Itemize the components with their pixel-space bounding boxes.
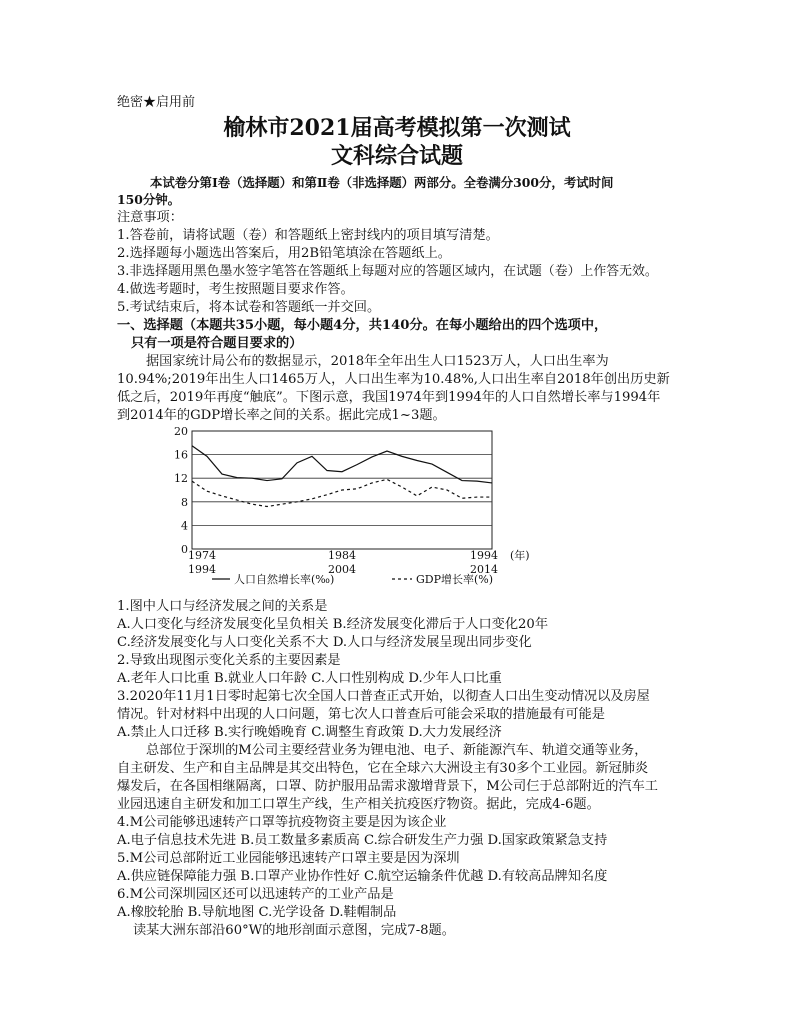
section-heading-1: 一、选择题（本题共35小题，每小题4分，共140分。在每小题给出的四个选项中， <box>117 318 608 333</box>
passage-line: 自主研发、生产和自主品牌是其交出特色，它在全球六大洲设主有30多个工业园。新冠肺炎 <box>117 761 649 776</box>
note-item: 1.答卷前，请将试题（卷）和答题纸上密封线内的项目填写清楚。 <box>117 228 499 243</box>
passage-line: 爆发后，在各国相继隔离，口罩、防护服用品需求激增背景下，M公司仨于总部附近的汽车工 <box>117 779 658 794</box>
question-line: 6.M公司深圳园区还可以迅速转产的工业产品是 <box>117 887 394 902</box>
y-tick-label: 12 <box>174 472 188 486</box>
exam-subtitle: 文科综合试题 <box>330 143 463 169</box>
y-tick-label: 8 <box>181 495 188 509</box>
question-line: A.供应链保障能力强 B.口罩产业协作性好 C.航空运输条件优越 D.有较高品牌知名度 <box>117 869 608 884</box>
x-axis-ticks <box>188 548 530 576</box>
section-heading-2: 只有一项是符合题目要求的） <box>131 336 303 351</box>
passage-line: 10.94%;2019年出生人口1465万人，人口出生率为10.48%,人口出生率自2018年创出历史新 <box>117 372 670 387</box>
series-line <box>192 446 492 483</box>
note-item: 5.考试结束后，将本试卷和答题纸一并交回。 <box>117 300 381 315</box>
notes-heading: 注意事项： <box>117 210 183 225</box>
passage-line: 读某大洲东部沿60°W的地形剖面示意图，完成7-8题。 <box>133 923 455 938</box>
y-tick-label: 0 <box>181 543 188 556</box>
passage-line: 业园迅速自主研发和加工口罩生产线，生产相关抗疫医疗物资。据此，完成4-6题。 <box>117 797 600 812</box>
y-axis-ticks <box>174 426 188 556</box>
x-tick-label-top: 1974 <box>188 549 216 562</box>
y-tick-label: 4 <box>181 519 188 533</box>
question-line: 情况。针对材料中出现的人口问题，第七次人口普查后可能会采取的措施最有可能是 <box>117 707 605 722</box>
question-line: A.电子信息技术先进 B.员工数量多素质高 C.综合研发生产力强 D.国家政策紧急支持 <box>117 833 608 848</box>
x-tick-label-bottom: 1994 <box>188 563 216 576</box>
question-line: 2.导致出现图示变化关系的主要因素是 <box>117 653 341 668</box>
x-tick-label-top: 1984 <box>328 549 356 562</box>
question-line: 3.2020年11月1日零时起第七次全国人口普查正式开始，以彻查人口出生变动情况以及房屋 <box>117 689 650 704</box>
question-line: 4.M公司能够迅速转产口罩等抗疫物资主要是因为该企业 <box>117 815 447 830</box>
exam-title: 榆林市2021届高考模拟第一次测试 <box>223 115 571 141</box>
passage-line: 到2014年的GDP增长率之间的关系。据此完成1~3题。 <box>117 408 446 423</box>
question-line: A.橡胶轮胎 B.导航地图 C.光学设备 D.鞋帽制品 <box>117 905 397 920</box>
x-tick-label-bottom: 2004 <box>328 563 356 576</box>
x-tick-label-top: 1994 <box>470 549 498 562</box>
x-tick-label-bottom: 2014 <box>470 563 498 576</box>
population-gdp-line-chart <box>160 426 540 592</box>
question-line: C.经济发展变化与人口变化关系不大 D.人口与经济发展呈现出同步变化 <box>117 635 532 650</box>
y-tick-label: 20 <box>174 426 188 438</box>
question-line: 1.图中人口与经济发展之间的关系是 <box>117 599 328 614</box>
exam-info-line-2: 150分钟。 <box>117 192 181 207</box>
confidential-mark: 绝密★启用前 <box>117 95 196 110</box>
passage-line: 总部位于深圳的M公司主要经营业务为锂电池、电子、新能源汽车、轨道交通等业务， <box>146 743 648 758</box>
passage-line: 据国家统计局公布的数据显示，2018年全年出生人口1523万人，人口出生率为 <box>146 354 609 369</box>
passage-line: 低之后，2019年再度“触底”。下图示意，我国1974年到1994年的人口自然增长率与1994年 <box>117 390 661 405</box>
question-line: A.禁止人口迁移 B.实行晚婚晚育 C.调整生育政策 D.大力发展经济 <box>117 725 502 740</box>
question-line: 5.M公司总部附近工业园能够迅速转产口罩主要是因为深圳 <box>117 851 460 866</box>
x-axis-unit: (年) <box>510 549 530 562</box>
legend-label: 人口自然增长率(‰) <box>234 573 335 586</box>
note-item: 3.非选择题用黑色墨水签字笔答在答题纸上每题对应的答题区域内，在试题（卷）上作答无效。 <box>117 264 658 279</box>
exam-info-line-1: 本试卷分第Ⅰ卷（选择题）和第Ⅱ卷（非选择题）两部分。全卷满分300分，考试时间 <box>150 175 614 190</box>
series-line <box>192 479 492 506</box>
note-item: 4.做选考题时，考生按照题目要求作答。 <box>117 282 354 297</box>
legend-label: GDP增长率(%) <box>416 573 494 586</box>
y-tick-label: 16 <box>174 448 188 462</box>
question-line: A.老年人口比重 B.就业人口年龄 C.人口性别构成 D.少年人口比重 <box>117 671 502 686</box>
note-item: 2.选择题每小题选出答案后，用2B铅笔填涂在答题纸上。 <box>117 246 451 261</box>
question-line: A.人口变化与经济发展变化呈负相关 B.经济发展变化滞后于人口变化20年 <box>117 617 549 632</box>
